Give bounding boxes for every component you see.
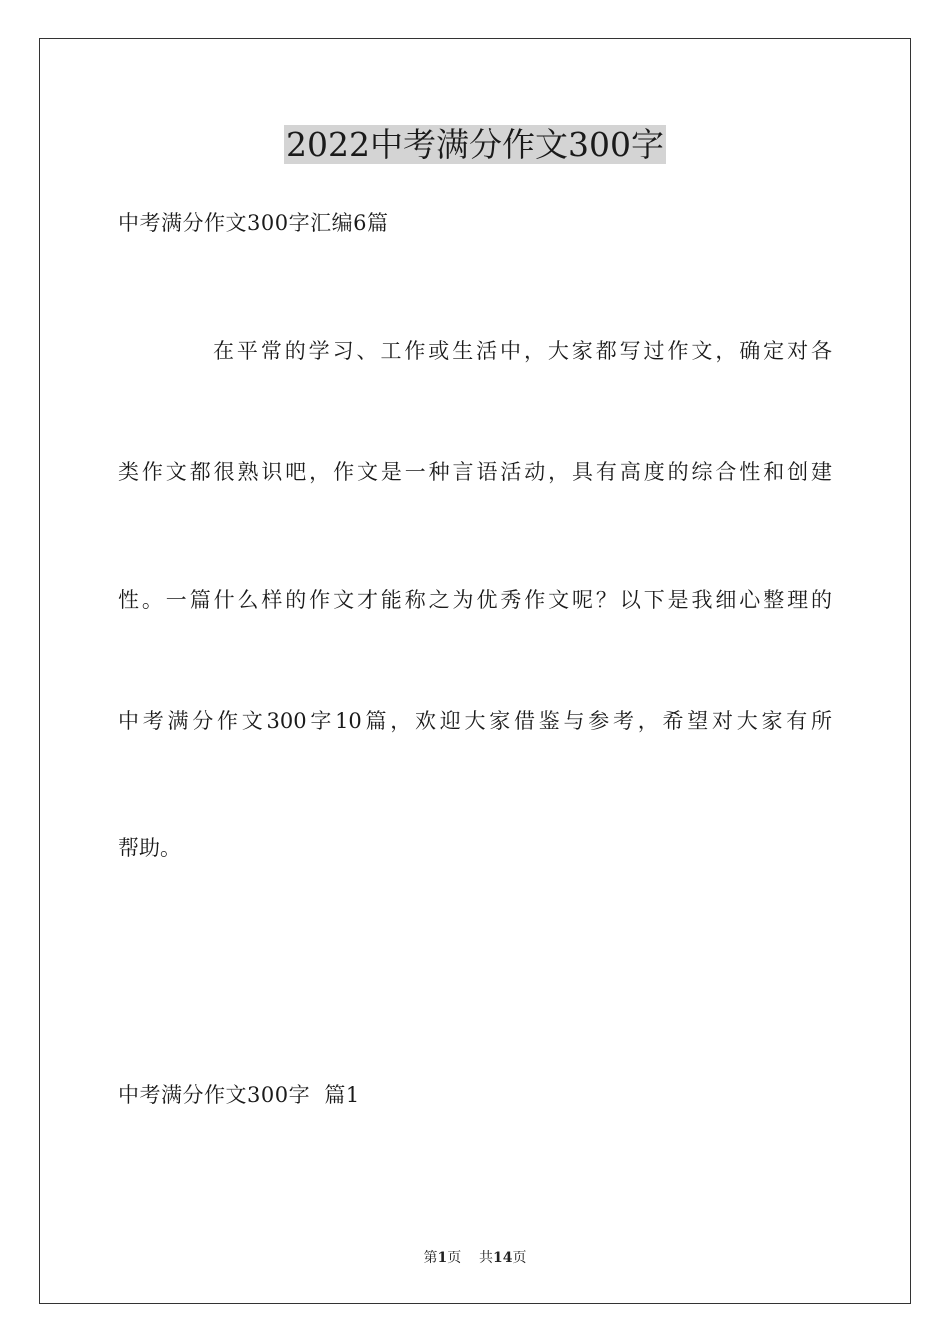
paragraph-line-1: 在平常的学习、工作或生活中，大家都写过作文，确定对各 bbox=[213, 339, 832, 363]
paragraph-line-5: 帮助。 bbox=[118, 836, 181, 860]
section-heading: 中考满分作文300字 篇1 bbox=[118, 1083, 360, 1107]
page-prefix: 第 bbox=[423, 1250, 438, 1266]
paragraph-line-3: 性。一篇什么样的作文才能称之为优秀作文呢？以下是我细心整理的 bbox=[118, 588, 832, 612]
page-footer bbox=[0, 1248, 950, 1268]
paragraph-line-2: 类作文都很熟识吧，作文是一种言语活动，具有高度的综合性和创建 bbox=[118, 460, 832, 484]
document-title bbox=[0, 122, 950, 168]
page-suffix: 页 bbox=[447, 1250, 462, 1266]
total-suffix: 页 bbox=[512, 1250, 527, 1266]
paragraph-line-4: 中考满分作文300字10篇，欢迎大家借鉴与参考，希望对大家有所 bbox=[118, 709, 832, 733]
page-number: 1 bbox=[437, 1250, 448, 1266]
document-title-text: 2022中考满分作文300字 bbox=[286, 125, 664, 164]
total-pages: 14 bbox=[493, 1250, 513, 1266]
document-subtitle: 中考满分作文300字汇编6篇 bbox=[118, 211, 389, 235]
total-prefix: 共 bbox=[479, 1250, 494, 1266]
